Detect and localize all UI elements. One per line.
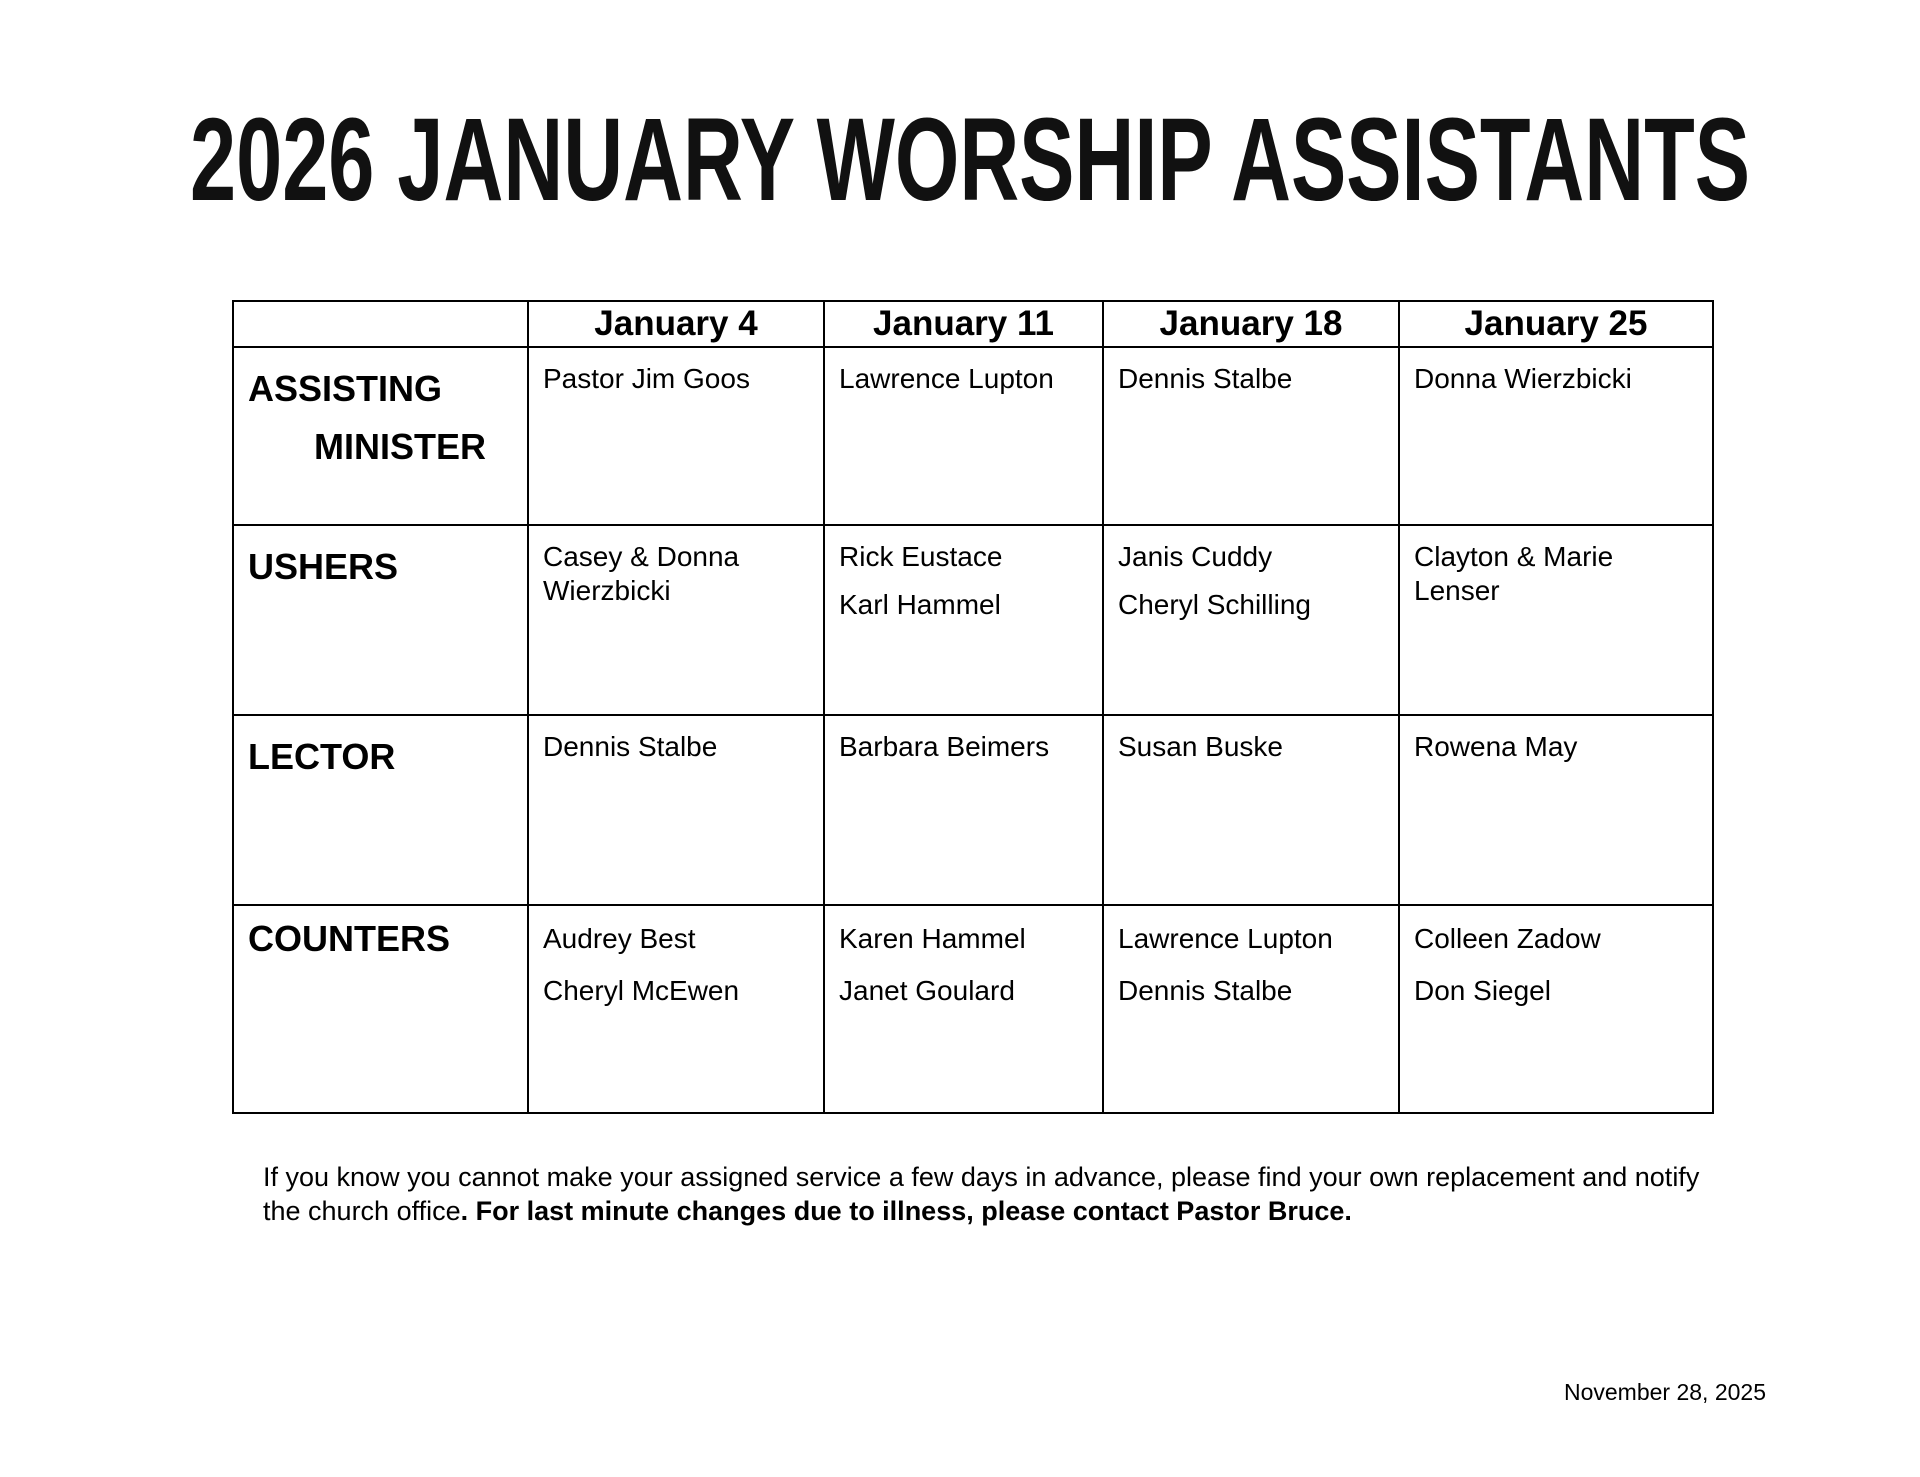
date-header: January 4 [528,301,824,347]
table-row-assisting-minister [233,347,1713,525]
assignee-name: Wierzbicki [543,575,671,606]
assignee-name: Donna Wierzbicki [1414,363,1632,394]
assignment-cell [824,905,1103,1113]
note-text: If you know you cannot make your assigned service a few days in advance, please find your own replacement and notify the church office [263,1162,1700,1226]
assignment-cell [1103,347,1399,525]
assignee-name: Don Siegel [1414,975,1551,1006]
role-label-line1: USHERS [248,546,399,587]
assignment-cell [528,347,824,525]
assignment-cell [824,715,1103,905]
assignee-name: Dennis Stalbe [543,731,718,762]
table-row-counters [233,905,1713,1113]
date-header: January 25 [1399,301,1713,347]
note-bold-text: . For last minute changes due to illness, please contact Pastor Bruce. [460,1196,1352,1226]
assignee-name: Barbara Beimers [839,731,1050,762]
assignee-name: Janet Goulard [839,975,1015,1006]
assignee-name: Lawrence Lupton [1118,923,1333,954]
corner-cell [233,301,528,347]
assignee-name: Rowena May [1414,731,1578,762]
assignee-name: Pastor Jim Goos [543,363,750,394]
assignment-cell [528,715,824,905]
assignee-name: Janis Cuddy [1118,541,1273,572]
assignee-name: Dennis Stalbe [1118,363,1293,394]
assignee-name: Lawrence Lupton [839,363,1054,394]
schedule-table [232,300,1714,1114]
role-label-line1: LECTOR [248,736,396,777]
assignee-name: Lenser [1414,575,1500,606]
assignee-name: Clayton & Marie [1414,541,1614,572]
role-label [233,347,528,525]
assignment-cell [528,525,824,715]
assignment-cell [528,905,824,1113]
date-header: January 18 [1103,301,1399,347]
assignment-cell [1103,905,1399,1113]
role-label [233,715,528,905]
replacement-note [263,1160,1723,1228]
table-header-row [233,301,1713,347]
assignment-cell [1103,525,1399,715]
date-stamp: November 28, 2025 [1563,1379,1766,1405]
role-label-line1: ASSISTING [248,368,443,409]
assignee-name: Colleen Zadow [1414,923,1601,954]
assignee-name: Susan Buske [1118,731,1283,762]
assignee-name: Cheryl McEwen [543,975,740,1006]
assignment-cell [824,525,1103,715]
assignment-cell [1399,525,1713,715]
assignment-cell [824,347,1103,525]
assignee-name: Cheryl Schilling [1118,589,1311,620]
role-label-line1: COUNTERS [248,918,451,959]
assignment-cell [1103,715,1399,905]
page-title [190,60,1770,290]
assignment-cell [1399,347,1713,525]
assignee-name: Karen Hammel [839,923,1026,954]
assignment-cell [1399,715,1713,905]
page-title-text: 2026 JANUARY WORSHIP ASSISTANTS [190,94,1750,226]
role-label [233,905,528,1113]
assignee-name: Audrey Best [543,923,696,954]
assignee-name: Karl Hammel [839,589,1001,620]
assignment-cell [1399,905,1713,1113]
table-row-lector [233,715,1713,905]
assignee-name: Casey & Donna [543,541,740,572]
role-label [233,525,528,715]
assignee-name: Rick Eustace [839,541,1003,572]
role-label-line2: MINISTER [314,426,487,467]
table-row-ushers [233,525,1713,715]
assignee-name: Dennis Stalbe [1118,975,1293,1006]
date-header: January 11 [824,301,1103,347]
